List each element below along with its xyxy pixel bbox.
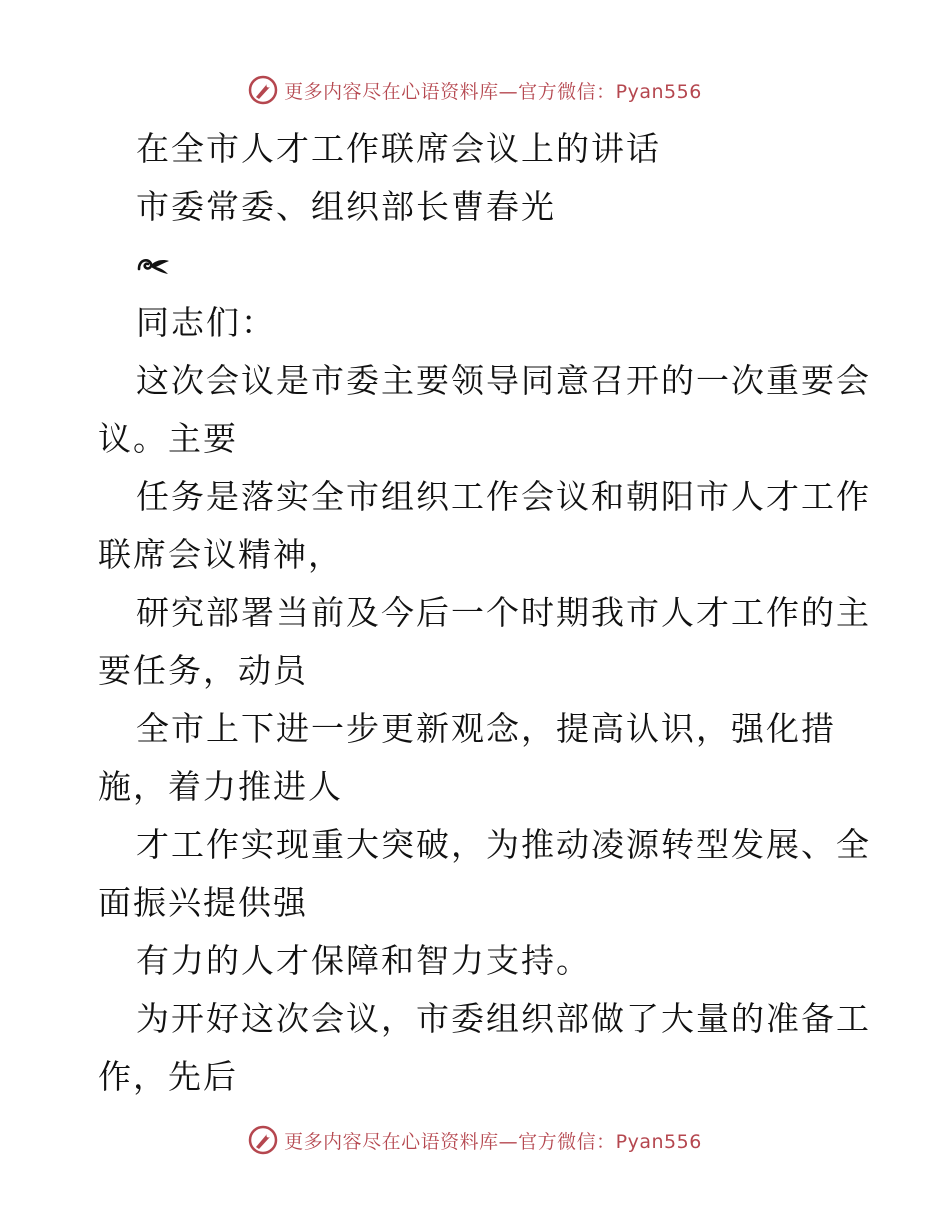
text-line: 才工作实现重大突破，为推动凌源转型发展、全 [136,825,871,864]
pen-nib-logo-icon [248,75,278,105]
text-line: 要任务，动员 [98,651,308,690]
footer-watermark [0,1120,950,1160]
text-line: 面振兴提供强 [98,883,308,922]
header-watermark-text: 更多内容尽在心语资料库—官方微信：Pyan556 [284,80,702,103]
text-line: 联席会议精神， [98,535,343,574]
text-line: 议。主要 [98,419,238,458]
text-line: 为开好这次会议，市委组织部做了大量的准备工 [136,999,871,1038]
text-line: 研究部署当前及今后一个时期我市人才工作的主 [136,593,871,632]
salutation: 同志们： [136,303,276,342]
text-line: 作，先后 [98,1057,238,1096]
ornament-row [98,236,858,294]
text-line: 全市上下进一步更新观念，提高认识，强化措 [136,709,836,748]
footer-watermark-text: 更多内容尽在心语资料库—官方微信：Pyan556 [284,1130,702,1153]
text-line: 施，着力推进人 [98,767,343,806]
fleuron-ornament-icon [136,254,172,276]
header-watermark [0,70,950,110]
document-author: 市委常委、组织部长曹春光 [136,187,556,226]
text-line: 任务是落实全市组织工作会议和朝阳市人才工作 [136,477,871,516]
text-line: 这次会议是市委主要领导同意召开的一次重要会 [136,361,871,400]
pen-nib-logo-icon [248,1125,278,1155]
paragraph-lines [98,352,871,1106]
text-line: 有力的人才保障和智力支持。 [136,941,591,980]
document-body [98,120,871,1106]
document-title: 在全市人才工作联席会议上的讲话 [136,129,661,168]
